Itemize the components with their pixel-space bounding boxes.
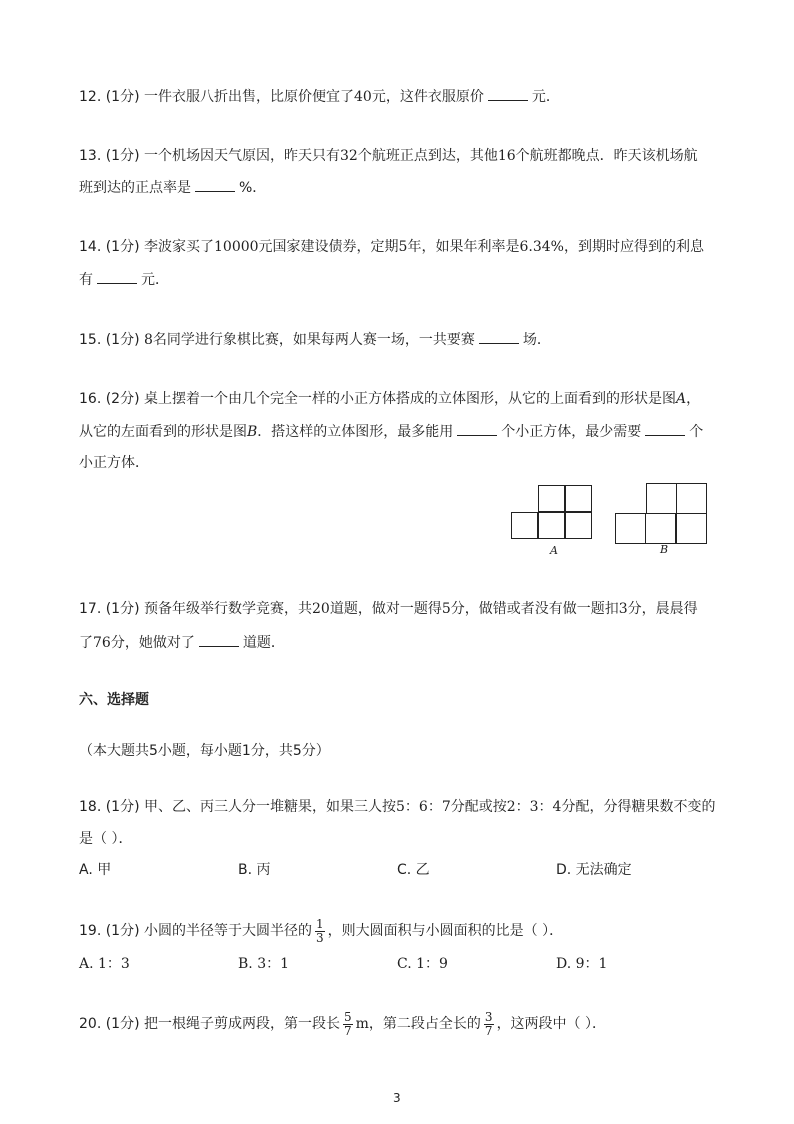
q14-number: 5 (398, 239, 408, 255)
q20-fraction-length (343, 1011, 353, 1038)
question-14-line-2 (79, 269, 169, 290)
fraction-numerator: 5 (344, 1009, 352, 1024)
q14-text: 14. (1分) 李波家买了 (79, 239, 214, 255)
figure-b-cell (646, 483, 677, 514)
q17-number: 76 (93, 635, 111, 651)
q17-text: 分，做错或者没有做一题扣 (450, 601, 619, 617)
q19-text: 19. (1分) 小圆的半径等于大圆半径的 (79, 923, 312, 939)
q17-number: 5 (441, 601, 451, 617)
answer-blank (97, 269, 137, 284)
q16-text: 小正方体． (79, 455, 149, 471)
q14-text: 有 (79, 272, 93, 288)
q19-text: ，则大圆面积与小圆面积的比是（ ）． (327, 923, 564, 939)
q19-option-c[interactable]: C. 1：9 (397, 956, 448, 972)
q14-text: ，到期时应得到的利息 (563, 239, 704, 255)
q12-prefix: 12. (1分) 一件衣服八折出售，比原价便宜了 (79, 89, 354, 105)
q19-option-b[interactable]: B. 3：1 (238, 956, 290, 972)
q15-number: 8 (144, 332, 153, 348)
q16-text: 个 (689, 424, 704, 440)
q17-number: 20 (312, 601, 330, 617)
figure-a-cell (565, 485, 592, 512)
question-18-line-1 (79, 797, 715, 817)
answer-blank (457, 421, 497, 436)
q15-text: 场． (522, 332, 551, 348)
q18-text: 分配或按 (450, 799, 507, 815)
fraction-numerator: 3 (484, 1009, 493, 1024)
q17-text: 了 (79, 635, 93, 651)
q18-text: 18. (1分) 甲、乙、丙三人分一堆糖果，如果三人按 (79, 799, 396, 815)
question-18-line-2: 是（ ）． (79, 831, 133, 847)
figure-a (511, 485, 595, 542)
figure-b-cell (645, 513, 676, 544)
q15-text: 15. (1分) (79, 332, 144, 348)
question-16-line-2 (79, 421, 703, 442)
figure-b-cell (676, 483, 707, 514)
q16-text: ．搭这样的立体图形，最多能用 (257, 424, 454, 440)
q18-text: 分配，分得糖果数不变的 (561, 799, 716, 815)
answer-blank (479, 329, 519, 344)
q19-fraction (315, 918, 325, 945)
question-13-line-1 (79, 146, 698, 166)
fraction-numerator: 1 (316, 916, 324, 931)
q18-option-a[interactable]: A. 甲 (79, 862, 112, 878)
q14-text: 元国家建设债券，定期 (258, 239, 399, 255)
q16-text: 16. (2分) 桌上摆着一个由几个完全一样的小正方体搭成的立体图形，从它的上面看到的形状是图 (79, 391, 676, 407)
figure-a-cell (511, 512, 538, 539)
q18-option-c[interactable]: C. 乙 (397, 862, 430, 878)
q19-option-d[interactable]: D. 9：1 (556, 956, 608, 972)
figure-b-label: B (660, 543, 669, 556)
q12-mid: 元，这件衣服原价 (371, 89, 484, 105)
question-14-line-1 (79, 237, 704, 257)
fraction-denominator: 3 (316, 930, 324, 945)
question-15 (79, 329, 551, 350)
answer-blank (195, 177, 235, 192)
q18-option-b[interactable]: B. 丙 (238, 862, 271, 878)
figure-a-cell (538, 512, 565, 539)
answer-blank (199, 632, 239, 647)
question-19 (79, 916, 563, 946)
q13-number: 32 (340, 148, 358, 164)
q13-number: 16 (497, 148, 516, 164)
page-number: 3 (393, 1091, 401, 1105)
q13-text: 班到达的正点率是 (79, 180, 191, 196)
q17-text: 分，她做对了 (110, 635, 195, 651)
fraction-denominator: 7 (344, 1023, 352, 1038)
q17-text: 分，晨晨得 (627, 601, 698, 617)
figure-a-cell (565, 512, 592, 539)
q16-figure-ref: A (676, 391, 687, 407)
answer-blank (488, 86, 528, 101)
q16-text: 个小正方体，最少需要 (501, 424, 642, 440)
q18-ratio: 2：3：4 (506, 799, 562, 815)
q20-text: ，这两段中（ ）． (496, 1016, 607, 1032)
q15-text: 名同学进行象棋比赛，如果每两人赛一场，一共要赛 (152, 332, 475, 348)
q13-text: 个航班正点到达，其他 (357, 148, 498, 164)
q13-text: 13. (1分) 一个机场因天气原因，昨天只有 (79, 148, 340, 164)
q18-option-d[interactable]: D. 无法确定 (556, 862, 632, 878)
q18-ratio: 5：6：7 (396, 799, 451, 815)
q20-text: ，第二段占全长的 (368, 1016, 481, 1032)
q17-text: 道题． (242, 635, 285, 651)
q14-number: 6.34% (519, 239, 564, 255)
section-title: 六、选择题 (79, 692, 149, 708)
q14-text: 年，如果年利率是 (407, 239, 520, 255)
question-20 (79, 1009, 606, 1039)
answer-blank (645, 421, 685, 436)
q14-text: 元． (141, 272, 169, 288)
q20-fraction-share (484, 1011, 494, 1038)
q13-text: %． (239, 180, 267, 196)
q17-text: 道题，做对一题得 (329, 601, 442, 617)
q14-number: 10000 (214, 239, 259, 255)
q17-text: 17. (1分) 预备年级举行数学竞赛，共 (79, 601, 312, 617)
fraction-denominator: 7 (484, 1023, 493, 1038)
q19-option-a[interactable]: A. 1：3 (79, 956, 130, 972)
question-16-line-3 (79, 453, 149, 473)
question-12 (79, 86, 560, 107)
q20-unit: m (355, 1016, 369, 1032)
question-17-line-1 (79, 599, 698, 619)
q13-text: 个航班都晚点．昨天该机场航 (515, 148, 698, 164)
figure-b-cell (615, 513, 646, 544)
q20-text: 20. (1分) 把一根绳子剪成两段，第一段长 (79, 1016, 340, 1032)
figure-a-label: A (550, 544, 558, 557)
question-16-line-1 (79, 389, 700, 409)
figure-a-cell (538, 485, 565, 512)
q17-number: 3 (618, 601, 628, 617)
figure-b-cell (676, 513, 707, 544)
q16-text: ， (686, 391, 701, 407)
q16-figure-ref: B (247, 424, 258, 440)
section-note: （本大题共5小题，每小题1分，共5分） (79, 743, 330, 759)
question-17-line-2 (79, 632, 285, 653)
q16-text: 从它的左面看到的形状是图 (79, 424, 247, 440)
q12-number: 40 (354, 89, 372, 105)
q12-suffix: 元． (531, 89, 560, 105)
question-13-line-2 (79, 177, 266, 198)
figure-b (615, 483, 707, 545)
